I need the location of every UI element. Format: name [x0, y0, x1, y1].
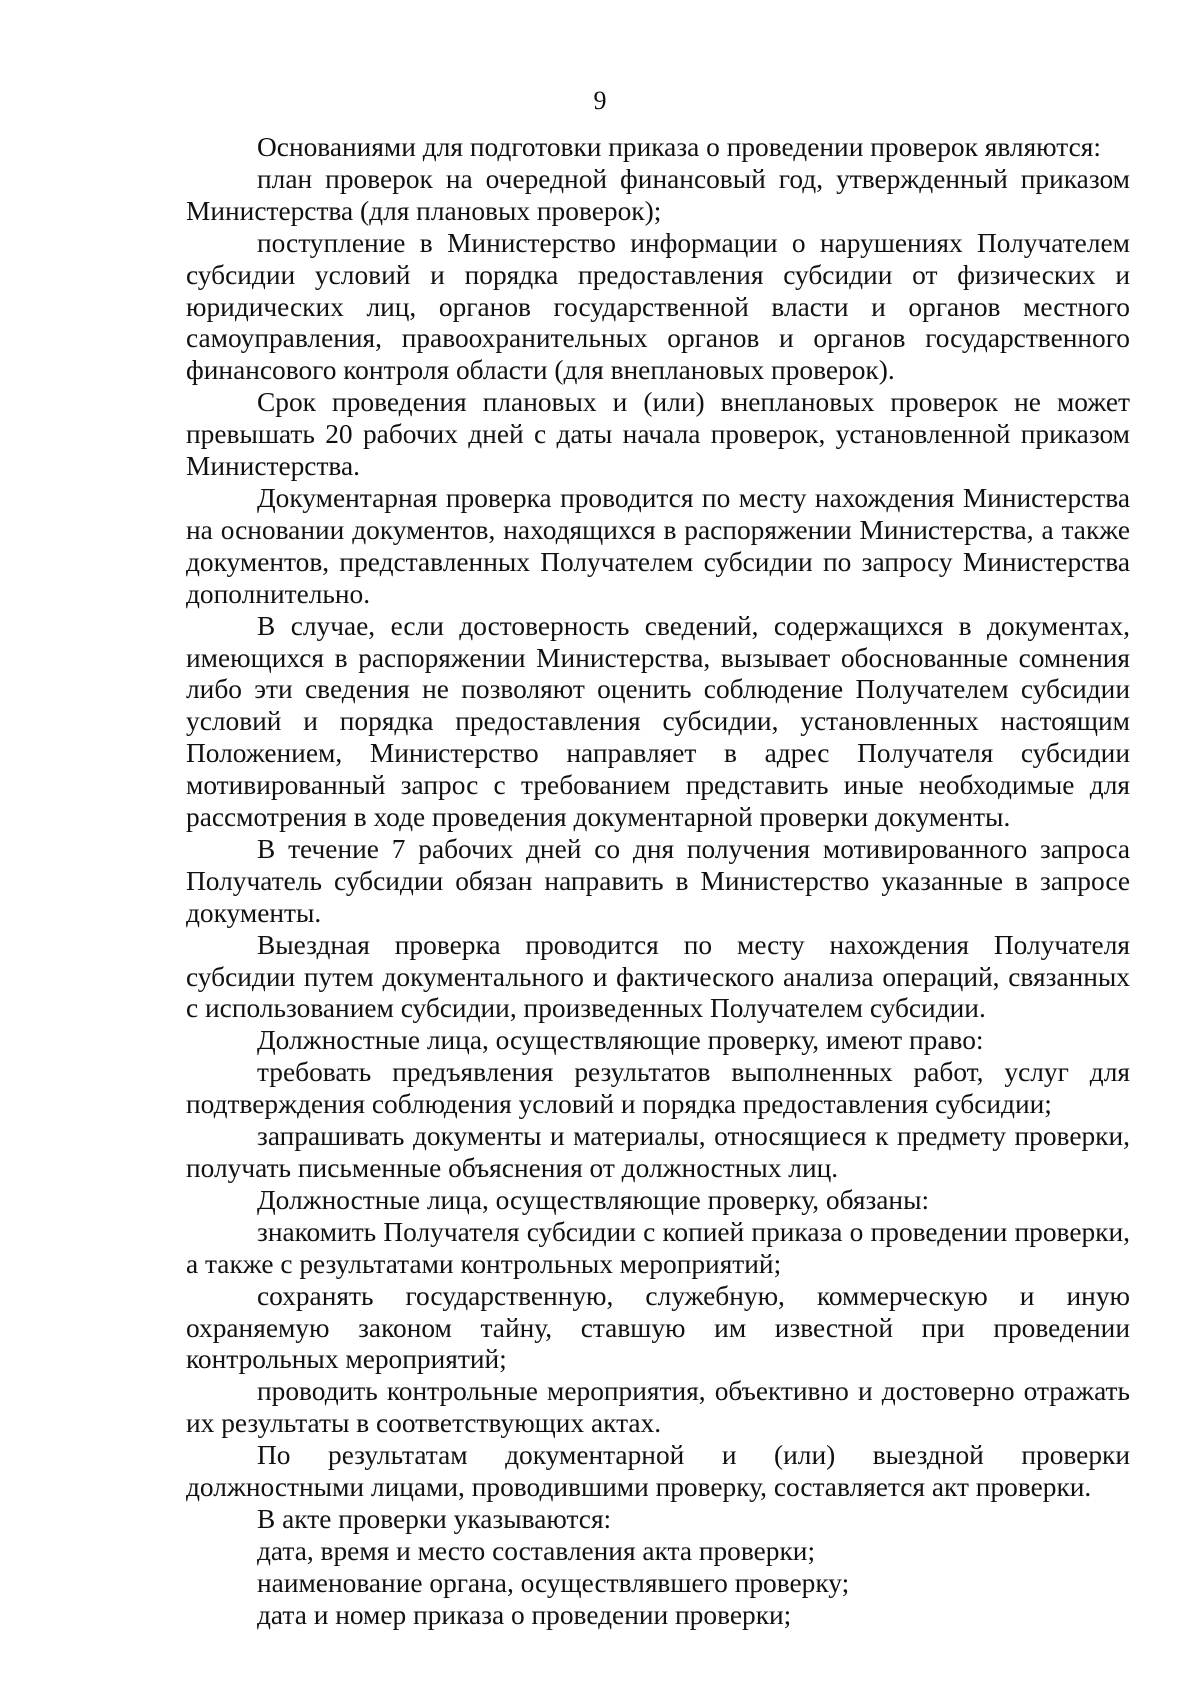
page-number: 9	[593, 86, 607, 115]
paragraph: наименование органа, осуществлявшего проверку;	[257, 1567, 850, 1598]
paragraph: Выездная проверка проводится по месту нахождения Получателя субсидии путем документального и фактического анализа операций, связанных с использованием субсидии, произведенных Получателем субсидии.	[186, 929, 1130, 1024]
paragraph: По результатам документарной и (или) выездной проверки должностными лицами, проводившими проверку, составляется акт проверки.	[186, 1440, 1130, 1503]
paragraph: В течение 7 рабочих дней со дня получения мотивированного запроса Получатель субсидии обязан направить в Министерство указанные в запросе документы.	[186, 833, 1130, 928]
paragraph: Основаниями для подготовки приказа о проведении проверок являются:	[257, 132, 1101, 162]
paragraph: Срок проведения плановых и (или) внеплановых проверок не может превышать 20 рабочих дней с даты начала проверок, установленной приказом Министерства.	[186, 387, 1130, 482]
paragraph: план проверок на очередной финансовый год, утвержденный приказом Министерства (для плановых проверок);	[186, 163, 1130, 226]
paragraph: Должностные лица, осуществляющие проверку, имеют право:	[257, 1025, 984, 1056]
document-body	[186, 132, 1130, 1632]
paragraph: требовать предъявления результатов выполненных работ, услуг для подтверждения соблюдения условий и порядка предоставления субсидии;	[186, 1057, 1130, 1120]
paragraph: В случае, если достоверность сведений, содержащихся в документах, имеющихся в распоряжении Министерства, вызывает обоснованные сомнения либо эти сведения не позволяют оценить соблюдение Получателем субсидии условий и порядка предоставления субсидии, установленных настоящим Положением, Министерство направляет в адрес Получателя субсидии мотивированный запрос с требованием представить иные необходимые для рассмотрения в ходе проведения документарной проверки документы.	[186, 610, 1130, 833]
paragraph: Должностные лица, осуществляющие проверку, обязаны:	[257, 1184, 930, 1215]
paragraph: запрашивать документы и материалы, относящиеся к предмету проверки, получать письменные объяснения от должностных лиц.	[186, 1121, 1130, 1183]
paragraph: проводить контрольные мероприятия, объективно и достоверно отражать их результаты в соответствующих актах.	[186, 1376, 1130, 1439]
paragraph: сохранять государственную, служебную, коммерческую и иную охраняемую законом тайну, ставшую им известной при проведении контрольных мероприятий;	[186, 1280, 1130, 1375]
paragraph: В акте проверки указываются:	[257, 1503, 612, 1534]
paragraph: поступление в Министерство информации о нарушениях Получателем субсидии условий и порядка предоставления субсидии от физических и юридических лиц, органов государственной власти и органов местного самоуправления, правоохранительных органов и органов государственного финансового контроля области (для внеплановых проверок).	[186, 227, 1130, 386]
paragraph: знакомить Получателя субсидии с копией приказа о проведении проверки, а также с результатами контрольных мероприятий;	[186, 1216, 1130, 1279]
paragraph: Документарная проверка проводится по месту нахождения Министерства на основании документов, находящихся в распоряжении Министерства, а также документов, представленных Получателем субсидии по запросу Министерства дополнительно.	[186, 482, 1130, 609]
paragraph: дата и номер приказа о проведении проверки;	[257, 1599, 792, 1630]
paragraph: дата, время и место составления акта проверки;	[257, 1535, 816, 1566]
